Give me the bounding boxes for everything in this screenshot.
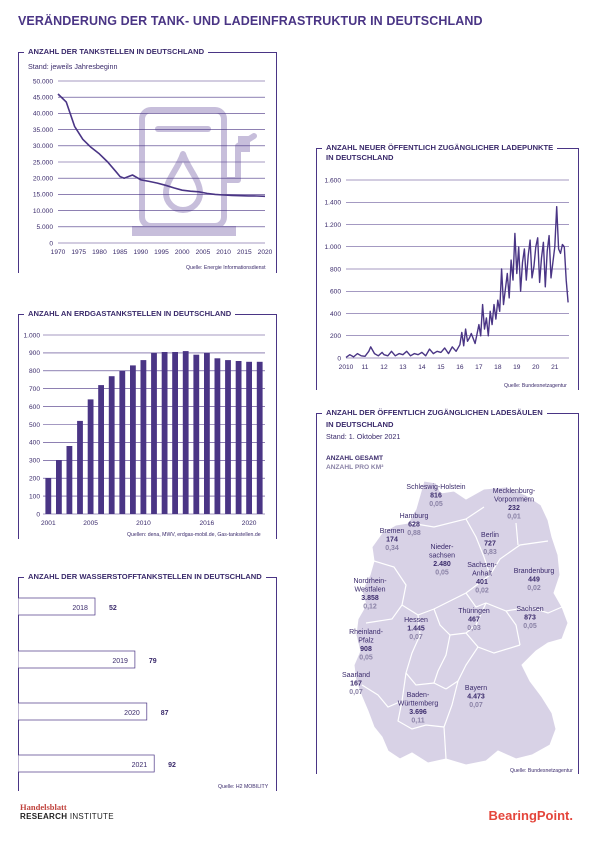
bar-h2-category-2019: 2019 [112, 658, 128, 665]
chart-wasserstoff [18, 585, 276, 780]
state-per-km: 0,01 [507, 513, 521, 521]
state-per-km: 0,11 [411, 717, 425, 725]
state-per-km: 0,83 [483, 549, 497, 556]
panel-tankstellen-source: Quelle: Energie Informationsdienst [186, 265, 266, 271]
y-tick-label: 400 [329, 310, 341, 318]
state-total: 816 [430, 492, 442, 500]
state-name: Nieder- [430, 544, 454, 551]
fuel-pump-icon [132, 110, 254, 236]
bar-erdgas-2009 [130, 365, 136, 514]
bar-erdgas-2021 [257, 362, 263, 514]
state-name: Bremen [379, 528, 405, 535]
state-total: 3.858 [361, 595, 379, 602]
y-tick-label: 500 [28, 421, 40, 429]
state-name: Hamburg [399, 513, 429, 520]
legend-total: ANZAHL GESAMT [326, 455, 384, 462]
x-tick-label: 2010 [338, 364, 354, 371]
state-total: 1.445 [407, 625, 425, 633]
x-tick-label: 1985 [112, 249, 128, 256]
state-name: Baden- [406, 692, 430, 699]
y-tick-label: 200 [28, 475, 40, 483]
state-per-km: 0,07 [469, 702, 483, 709]
x-tick-label: 2010 [216, 249, 231, 256]
state-per-km: 0,07 [349, 689, 363, 696]
x-tick-label: 21 [551, 364, 559, 371]
bar-erdgas-2011 [151, 353, 157, 514]
state-total: 467 [468, 616, 480, 624]
state-per-km: 0,88 [407, 530, 421, 537]
y-tick-label: 400 [28, 439, 40, 447]
y-tick-label: 200 [329, 333, 341, 341]
panel-tankstellen-title: ANZAHL DER TANKSTELLEN IN DEUTSCHLAND [24, 47, 208, 57]
x-tick-label: 1995 [154, 249, 169, 256]
state-name: Brandenburg [513, 568, 555, 575]
y-tick-label: 100 [28, 493, 40, 501]
state-total: 3.696 [409, 709, 427, 716]
x-tick-label: 1970 [50, 249, 66, 256]
x-tick-label: 2015 [236, 249, 252, 256]
bar-h2-value-2020: 87 [160, 710, 169, 717]
state-name: Anhalt [472, 570, 492, 578]
chart-erdgas [18, 326, 276, 532]
panel-ladepunkte-title-1: ANZAHL NEUER ÖFFENTLICH ZUGÄNGLICHER LADEPUNKTE [322, 143, 557, 153]
bar-erdgas-2016 [204, 353, 210, 514]
state-name: Mecklenburg- [492, 488, 536, 495]
state-per-km: 0,05 [359, 654, 373, 662]
state-total: 727 [484, 540, 496, 548]
y-tick-label: 35.000 [32, 126, 53, 134]
bar-h2-category-2021: 2021 [131, 762, 148, 769]
page-title: VERÄNDERUNG DER TANK- UND LADEINFRASTRUKTUR IN DEUTSCHLAND [18, 14, 483, 28]
bar-h2-value-2019: 79 [148, 658, 157, 665]
y-tick-label: 600 [329, 288, 341, 296]
bar-h2-category-2020: 2020 [124, 710, 140, 717]
state-total: 908 [360, 646, 372, 653]
handelsblatt-wordmark: Handelsblatt [20, 802, 67, 812]
state-name: Thüringen [458, 608, 490, 615]
bar-erdgas-2014 [183, 351, 189, 514]
x-tick-label: 2001 [40, 520, 56, 527]
bar-erdgas-2006 [98, 385, 104, 514]
bar-erdgas-2017 [215, 358, 221, 514]
y-tick-label: 15.000 [32, 191, 53, 199]
bearingpoint-logo: BearingPoint. [488, 808, 573, 823]
bar-erdgas-2007 [109, 376, 115, 514]
state-name: sachsen [428, 552, 456, 560]
state-total: 628 [408, 521, 420, 529]
state-per-km: 0,07 [409, 634, 423, 641]
x-tick-label: 13 [399, 364, 407, 371]
state-total: 401 [476, 579, 488, 586]
x-tick-label: 18 [494, 364, 502, 371]
state-name: Westfalen [354, 586, 386, 594]
state-per-km: 0,05 [429, 501, 443, 508]
research-institute-wordmark: RESEARCH INSTITUTE [20, 812, 114, 821]
x-tick-label: 20 [532, 364, 540, 371]
bar-h2-value-2018: 52 [108, 605, 117, 612]
y-tick-label: 600 [28, 403, 40, 411]
state-per-km: 0,03 [467, 625, 481, 632]
state-per-km: 0,02 [527, 585, 541, 592]
x-tick-label: 1990 [133, 249, 149, 256]
handelsblatt-logo [20, 803, 114, 822]
state-total: 174 [386, 536, 398, 544]
y-tick-label: 1.000 [23, 332, 40, 340]
bar-erdgas-2008 [119, 371, 125, 514]
x-tick-label: 2020 [241, 520, 257, 527]
panel-ladepunkte-title-2: IN DEUTSCHLAND [326, 153, 394, 162]
state-name: Hessen [404, 617, 428, 624]
y-tick-label: 900 [28, 350, 40, 358]
y-tick-label: 45.000 [32, 94, 53, 102]
x-tick-label: 1980 [92, 249, 107, 256]
state-name: Vorpommern [493, 496, 535, 504]
legend-per-km: ANZAHL PRO KM² [326, 464, 384, 471]
panel-tankstellen-subtitle: Stand: jeweils Jahresbeginn [28, 62, 118, 71]
state-per-km: 0,05 [435, 569, 449, 577]
germany-map [316, 475, 578, 767]
state-name: Rheinland- [349, 629, 383, 636]
bar-erdgas-2012 [162, 352, 168, 514]
y-tick-label: 800 [329, 266, 341, 274]
bar-erdgas-2003 [67, 446, 73, 514]
x-tick-label: 19 [513, 364, 521, 371]
x-tick-label: 15 [437, 364, 445, 371]
panel-wasserstoff-source: Quelle: H2 MOBILITY [218, 784, 269, 790]
panel-ladesaeulen-subtitle: Stand: 1. Oktober 2021 [326, 432, 401, 441]
bar-erdgas-2019 [236, 361, 242, 514]
y-tick-label: 25.000 [32, 159, 53, 167]
panel-ladesaeulen-title-2: IN DEUTSCHLAND [326, 420, 394, 429]
y-tick-label: 10.000 [32, 207, 53, 215]
state-name: Schleswig-Holstein [406, 484, 466, 491]
panel-ladepunkte-source: Quelle: Bundesnetzagentur [504, 383, 567, 389]
y-tick-label: 5.000 [36, 224, 53, 232]
state-total: 2.480 [433, 561, 451, 568]
series-line-ladepunkte [346, 207, 568, 358]
y-tick-label: 1.200 [324, 221, 341, 229]
x-tick-label: 12 [380, 364, 388, 371]
x-tick-label: 14 [418, 364, 426, 371]
bar-erdgas-2002 [56, 460, 62, 514]
state-name: Nordrhein- [353, 578, 387, 585]
x-tick-label: 11 [361, 364, 369, 371]
y-tick-label: 800 [28, 368, 40, 376]
bar-erdgas-2001 [45, 478, 51, 514]
state-per-km: 0,12 [363, 603, 377, 611]
state-name: Sachsen [516, 606, 544, 613]
state-per-km: 0,02 [475, 587, 489, 595]
y-tick-label: 1.000 [324, 244, 341, 252]
chart-ladepunkte [316, 170, 578, 380]
state-name: Sachsen- [467, 562, 497, 569]
bar-erdgas-2005 [88, 399, 94, 514]
bar-h2-category-2018: 2018 [72, 605, 88, 612]
y-tick-label: 40.000 [32, 110, 53, 118]
panel-erdgas-title: ANZAHL AN ERDGASTANKSTELLEN IN DEUTSCHLAND [24, 309, 235, 319]
y-tick-label: 1.400 [324, 199, 341, 207]
bar-erdgas-2018 [225, 360, 231, 514]
state-name: Pfalz [358, 637, 374, 645]
state-total: 232 [508, 505, 520, 512]
state-name: Württemberg [397, 700, 439, 708]
x-tick-label: 16 [456, 364, 464, 371]
y-tick-label: 0 [337, 355, 341, 363]
panel-erdgas-source: Quellen: dena, MWV, erdgas-mobil.de, Gas-tankstellen.de [127, 532, 261, 538]
y-tick-label: 1.600 [324, 177, 341, 185]
bar-erdgas-2020 [246, 362, 252, 514]
y-tick-label: 700 [28, 386, 40, 393]
state-name: Saarland [341, 672, 371, 679]
bar-erdgas-2013 [172, 352, 178, 514]
panel-ladesaeulen-source: Quelle: Bundesnetzagentur [510, 768, 573, 774]
bar-erdgas-2015 [193, 355, 199, 514]
x-tick-label: 2005 [83, 520, 98, 527]
y-tick-label: 50.000 [32, 78, 53, 86]
state-name: Bayern [464, 685, 488, 692]
x-tick-label: 2000 [174, 249, 190, 256]
state-name: Berlin [481, 532, 499, 539]
state-total: 167 [350, 680, 362, 688]
x-tick-label: 17 [475, 364, 483, 371]
y-tick-label: 300 [28, 457, 40, 465]
y-tick-label: 20.000 [32, 175, 53, 183]
bar-erdgas-2010 [141, 360, 147, 514]
chart-tankstellen [18, 70, 276, 265]
bar-h2-value-2021: 92 [168, 762, 176, 769]
state-per-km: 0,34 [385, 545, 399, 552]
state-per-km: 0,05 [523, 623, 537, 630]
state-total: 873 [524, 614, 536, 622]
panel-wasserstoff-title: ANZAHL DER WASSERSTOFFTANKSTELLEN IN DEUTSCHLAND [24, 572, 266, 582]
y-tick-label: 30.000 [32, 143, 53, 151]
x-tick-label: 1975 [71, 249, 87, 256]
bar-erdgas-2004 [77, 421, 83, 514]
y-tick-label: 0 [36, 511, 40, 519]
y-tick-label: 0 [49, 240, 53, 248]
panel-ladesaeulen-title-1: ANZAHL DER ÖFFENTLICH ZUGÄNGLICHEN LADESÄULEN [322, 408, 547, 418]
x-tick-label: 2010 [136, 520, 151, 527]
state-total: 4.473 [467, 693, 485, 701]
state-total: 449 [528, 576, 540, 584]
x-tick-label: 2005 [195, 249, 211, 256]
x-tick-label: 2020 [257, 249, 273, 256]
x-tick-label: 2016 [199, 520, 215, 527]
